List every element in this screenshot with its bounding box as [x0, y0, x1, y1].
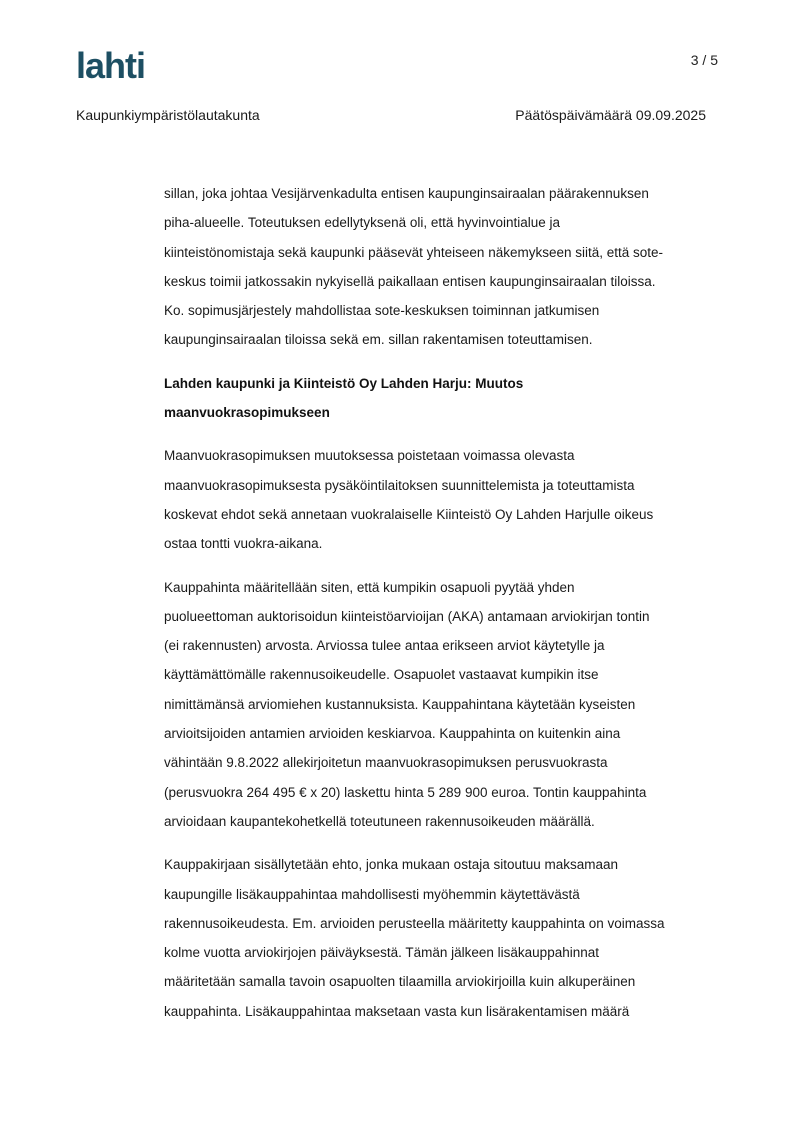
page-number: 3 / 5 — [690, 52, 718, 68]
text-line: koskevat ehdot sekä annetaan vuokralaiselle Kiinteistö Oy Lahden Harjulle oikeus — [164, 506, 654, 522]
text-line: kiinteistönomistaja sekä kaupunki pääsevät yhteiseen näkemykseen siitä, että sote- — [164, 244, 664, 260]
text-line: (perusvuokra 264 495 € x 20) laskettu hinta 5 289 900 euroa. Tontin kauppahinta — [164, 784, 647, 800]
text-line: määritetään samalla tavoin osapuolten tilaamilla arviokirjoilla kuin alkuperäinen — [164, 974, 636, 990]
text-line: nimittämänsä arviomiehen kustannuksista. Kauppahintana käytetään kyseisten — [164, 696, 636, 712]
heading-line: maanvuokrasopimukseen — [164, 405, 330, 421]
text-line: (ei rakennusten) arvosta. Arviossa tulee antaa erikseen arviot käytetylle ja — [164, 638, 605, 654]
paragraph-2 — [164, 441, 719, 558]
text-line: rakennusoikeudesta. Em. arvioiden perusteella määritetty kauppahinta on voimassa — [164, 915, 665, 931]
text-line: käyttämättömälle rakennusoikeudelle. Osapuolet vastaavat kumpikin itse — [164, 667, 599, 683]
committee-name: Kaupunkiympäristölautakunta — [76, 107, 260, 123]
text-line: kaupunginsairaalan tiloissa sekä em. sillan rakentamisen toteuttamisen. — [164, 332, 593, 348]
text-line: maanvuokrasopimuksesta pysäköintilaitoksen suunnittelemista ja toteuttamista — [164, 477, 635, 493]
text-line: ostaa tontti vuokra-aikana. — [164, 536, 323, 552]
text-line: kauppahinta. Lisäkauppahintaa maksetaan vasta kun lisärakentamisen määrä — [164, 1003, 630, 1019]
text-line: arvioitsijoiden antamien arvioiden keskiarvoa. Kauppahinta on kuitenkin aina — [164, 726, 621, 742]
text-line: sillan, joka johtaa Vesijärvenkadulta entisen kaupunginsairaalan päärakennuksen — [164, 186, 649, 201]
text-line: piha-alueelle. Toteutuksen edellytyksenä oli, että hyvinvointialue ja — [164, 215, 561, 231]
text-line: vähintään 9.8.2022 allekirjoitetun maanvuokrasopimuksen perusvuokrasta — [164, 755, 608, 771]
text-line: Maanvuokrasopimuksen muutoksessa poistetaan voimassa olevasta — [164, 448, 575, 464]
lahti-logo-text: lahti — [76, 48, 146, 82]
paragraph-4 — [164, 850, 719, 1026]
text-line: kaupungille lisäkauppahintaa mahdollisesti myöhemmin käytettävästä — [164, 886, 580, 902]
text-line: Kauppakirjaan sisällytetään ehto, jonka mukaan ostaja sitoutuu maksamaan — [164, 857, 619, 873]
paragraph-1 — [164, 179, 719, 355]
document-body — [164, 179, 719, 1026]
text-line: Kauppahinta määritellään siten, että kumpikin osapuoli pyytää yhden — [164, 579, 575, 595]
heading-line: Lahden kaupunki ja Kiinteistö Oy Lahden Harju: Muutos — [164, 375, 524, 391]
decision-date: Päätöspäivämäärä 09.09.2025 — [515, 107, 706, 123]
text-line: kolme vuotta arviokirjojen päiväyksestä. Tämän jälkeen lisäkauppahinnat — [164, 945, 599, 961]
text-line: arvioidaan kaupantekohetkellä toteutuneen rakennusoikeuden määrällä. — [164, 813, 595, 829]
paragraph-3 — [164, 573, 719, 837]
text-line: Ko. sopimusjärjestely mahdollistaa sote-keskuksen toiminnan jatkumisen — [164, 303, 600, 319]
lahti-logo — [76, 48, 166, 82]
text-line: puolueettoman auktorisoidun kiinteistöarvioijan (AKA) antamaan arviokirjan tontin — [164, 608, 650, 624]
text-line: keskus toimii jatkossakin nykyisellä paikallaan entisen kaupunginsairaalan tiloissa. — [164, 273, 656, 289]
section-heading — [164, 369, 719, 428]
